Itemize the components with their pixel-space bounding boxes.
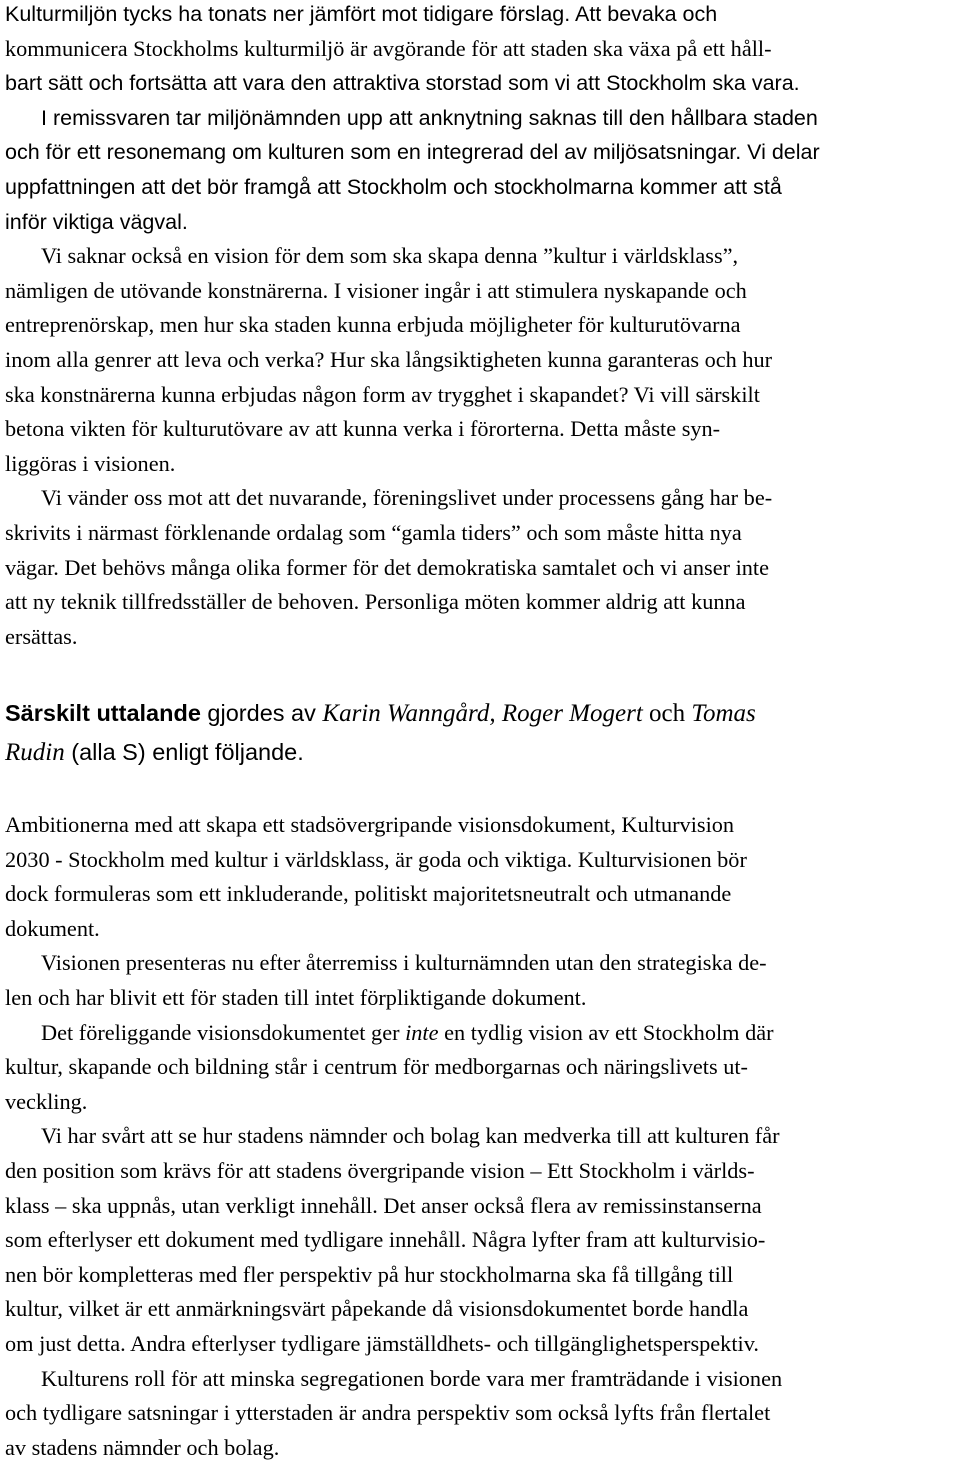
section-remiss-comments	[5, 0, 820, 654]
heading-bold-label: Särskilt uttalande	[5, 700, 201, 726]
text-line: och tydligare satsningar i ytterstaden är andra perspektiv som också lyfts från flertalet	[5, 1400, 771, 1426]
text-line: inom alla genrer att leva och verka? Hur ska långsiktigheten kunna garanteras och hur	[5, 346, 773, 372]
text-line: den position som krävs för att stadens övergripande vision – Ett Stockholm i världs-	[5, 1157, 755, 1183]
text-line: vägar. Det behövs många olika former för det demokratiska samtalet och vi anser inte	[5, 554, 770, 580]
text-line: 2030 - Stockholm med kultur i världsklass, är goda och viktiga. Kulturvisionen bör	[5, 846, 747, 872]
text-line: Vi vänder oss mot att det nuvarande, föreningslivet under processens gång har be-	[41, 485, 773, 511]
text-line: uppfattningen att det bör framgå att Stockholm och stockholmarna kommer att stå	[5, 174, 782, 199]
text-line: inför viktiga vägval.	[5, 209, 188, 234]
text-line: av stadens nämnder och bolag.	[5, 1434, 280, 1460]
text-line: Ambitionerna med att skapa ett stadsövergripande visionsdokument, Kulturvision	[5, 812, 735, 837]
text-line: Det föreliggande visionsdokumentet ger inte en tydlig vision av ett Stockholm där	[41, 1019, 774, 1045]
text-line: skrivits i närmast förklenande ordalag som “gamla tiders” och som måste hitta nya	[5, 519, 742, 545]
heading-names: Karin Wanngård, Roger Mogert	[322, 700, 643, 727]
text-line: dock formuleras som ett inkluderande, politiskt majoritetsneutralt och utmanande	[5, 881, 732, 907]
text-line: len och har blivit ett för staden till intet förpliktigande dokument.	[5, 984, 587, 1010]
text-line: och för ett resonemang om kulturen som en integrerad del av miljösatsningar. Vi delar	[5, 140, 820, 165]
text-line: Vi saknar också en vision för dem som ska skapa denna ”kultur i världsklass”,	[41, 243, 739, 269]
text-line: som efterlyser ett dokument med tydligare innehåll. Några lyfter fram att kulturvisio-	[5, 1227, 766, 1253]
text-line: Kulturmiljön tycks ha tonats ner jämfört mot tidigare förslag. Att bevaka och	[5, 2, 718, 26]
text-line: I remissvaren tar miljönämnden upp att anknytning saknas till den hållbara staden	[41, 105, 818, 130]
text-line: liggöras i visionen.	[5, 450, 176, 476]
text-line: kultur, vilket är ett anmärkningsvärt påpekande då visionsdokumentet borde handla	[5, 1296, 749, 1322]
text-line: bart sätt och fortsätta att vara den attraktiva storstad som vi att Stockholm ska vara.	[5, 71, 800, 96]
text-line: entreprenörskap, men hur ska staden kunna erbjuda möjligheter för kulturutövarna	[5, 312, 741, 338]
text-line: ska konstnärerna kunna erbjudas någon form av trygghet i skapandet? Vi vill särskilt	[5, 381, 760, 407]
text-line: dokument.	[5, 915, 100, 941]
text-line: betona vikten för kulturutövare av att kunna verka i förorterna. Detta måste syn-	[5, 416, 721, 442]
text-line: kultur, skapande och bildning står i centrum för medborgarnas och näringslivets ut-	[5, 1054, 748, 1080]
text-line: om just detta. Andra efterlyser tydligare jämställdhets- och tillgänglighetsperspektiv.	[5, 1330, 759, 1356]
text-line: att ny teknik tillfredsställer de behoven. Personliga möten kommer aldrig att kunna	[5, 589, 746, 615]
text-line: ersättas.	[5, 623, 78, 649]
special-statement-heading: Särskilt uttalande gjordes av Karin Wanngård, Roger Mogert och Tomas Rudin (alla S) enligt följande.	[5, 700, 756, 766]
text-line: Visionen presenteras nu efter återremiss i kulturnämnden utan den strategiska de-	[41, 950, 767, 976]
section-special-statement	[5, 808, 782, 1465]
text-line: nämligen de utövande konstnärerna. I visioner ingår i att stimulera nyskapande och	[5, 277, 747, 303]
text-line: kommunicera Stockholms kulturmiljö är avgörande för att staden ska växa på ett håll-	[5, 35, 772, 61]
text-line: Vi har svårt att se hur stadens nämnder och bolag kan medverka till att kulturen får	[41, 1123, 780, 1149]
text-line: Kulturens roll för att minska segregationen borde vara mer framträdande i visionen	[41, 1365, 783, 1391]
text-line: veckling.	[5, 1088, 88, 1114]
text-line: nen bör kompletteras med fler perspektiv på hur stockholmarna ska få tillgång till	[5, 1261, 734, 1287]
text-line: klass – ska uppnås, utan verkligt innehåll. Det anser också flera av remissinstanserna	[5, 1192, 762, 1218]
